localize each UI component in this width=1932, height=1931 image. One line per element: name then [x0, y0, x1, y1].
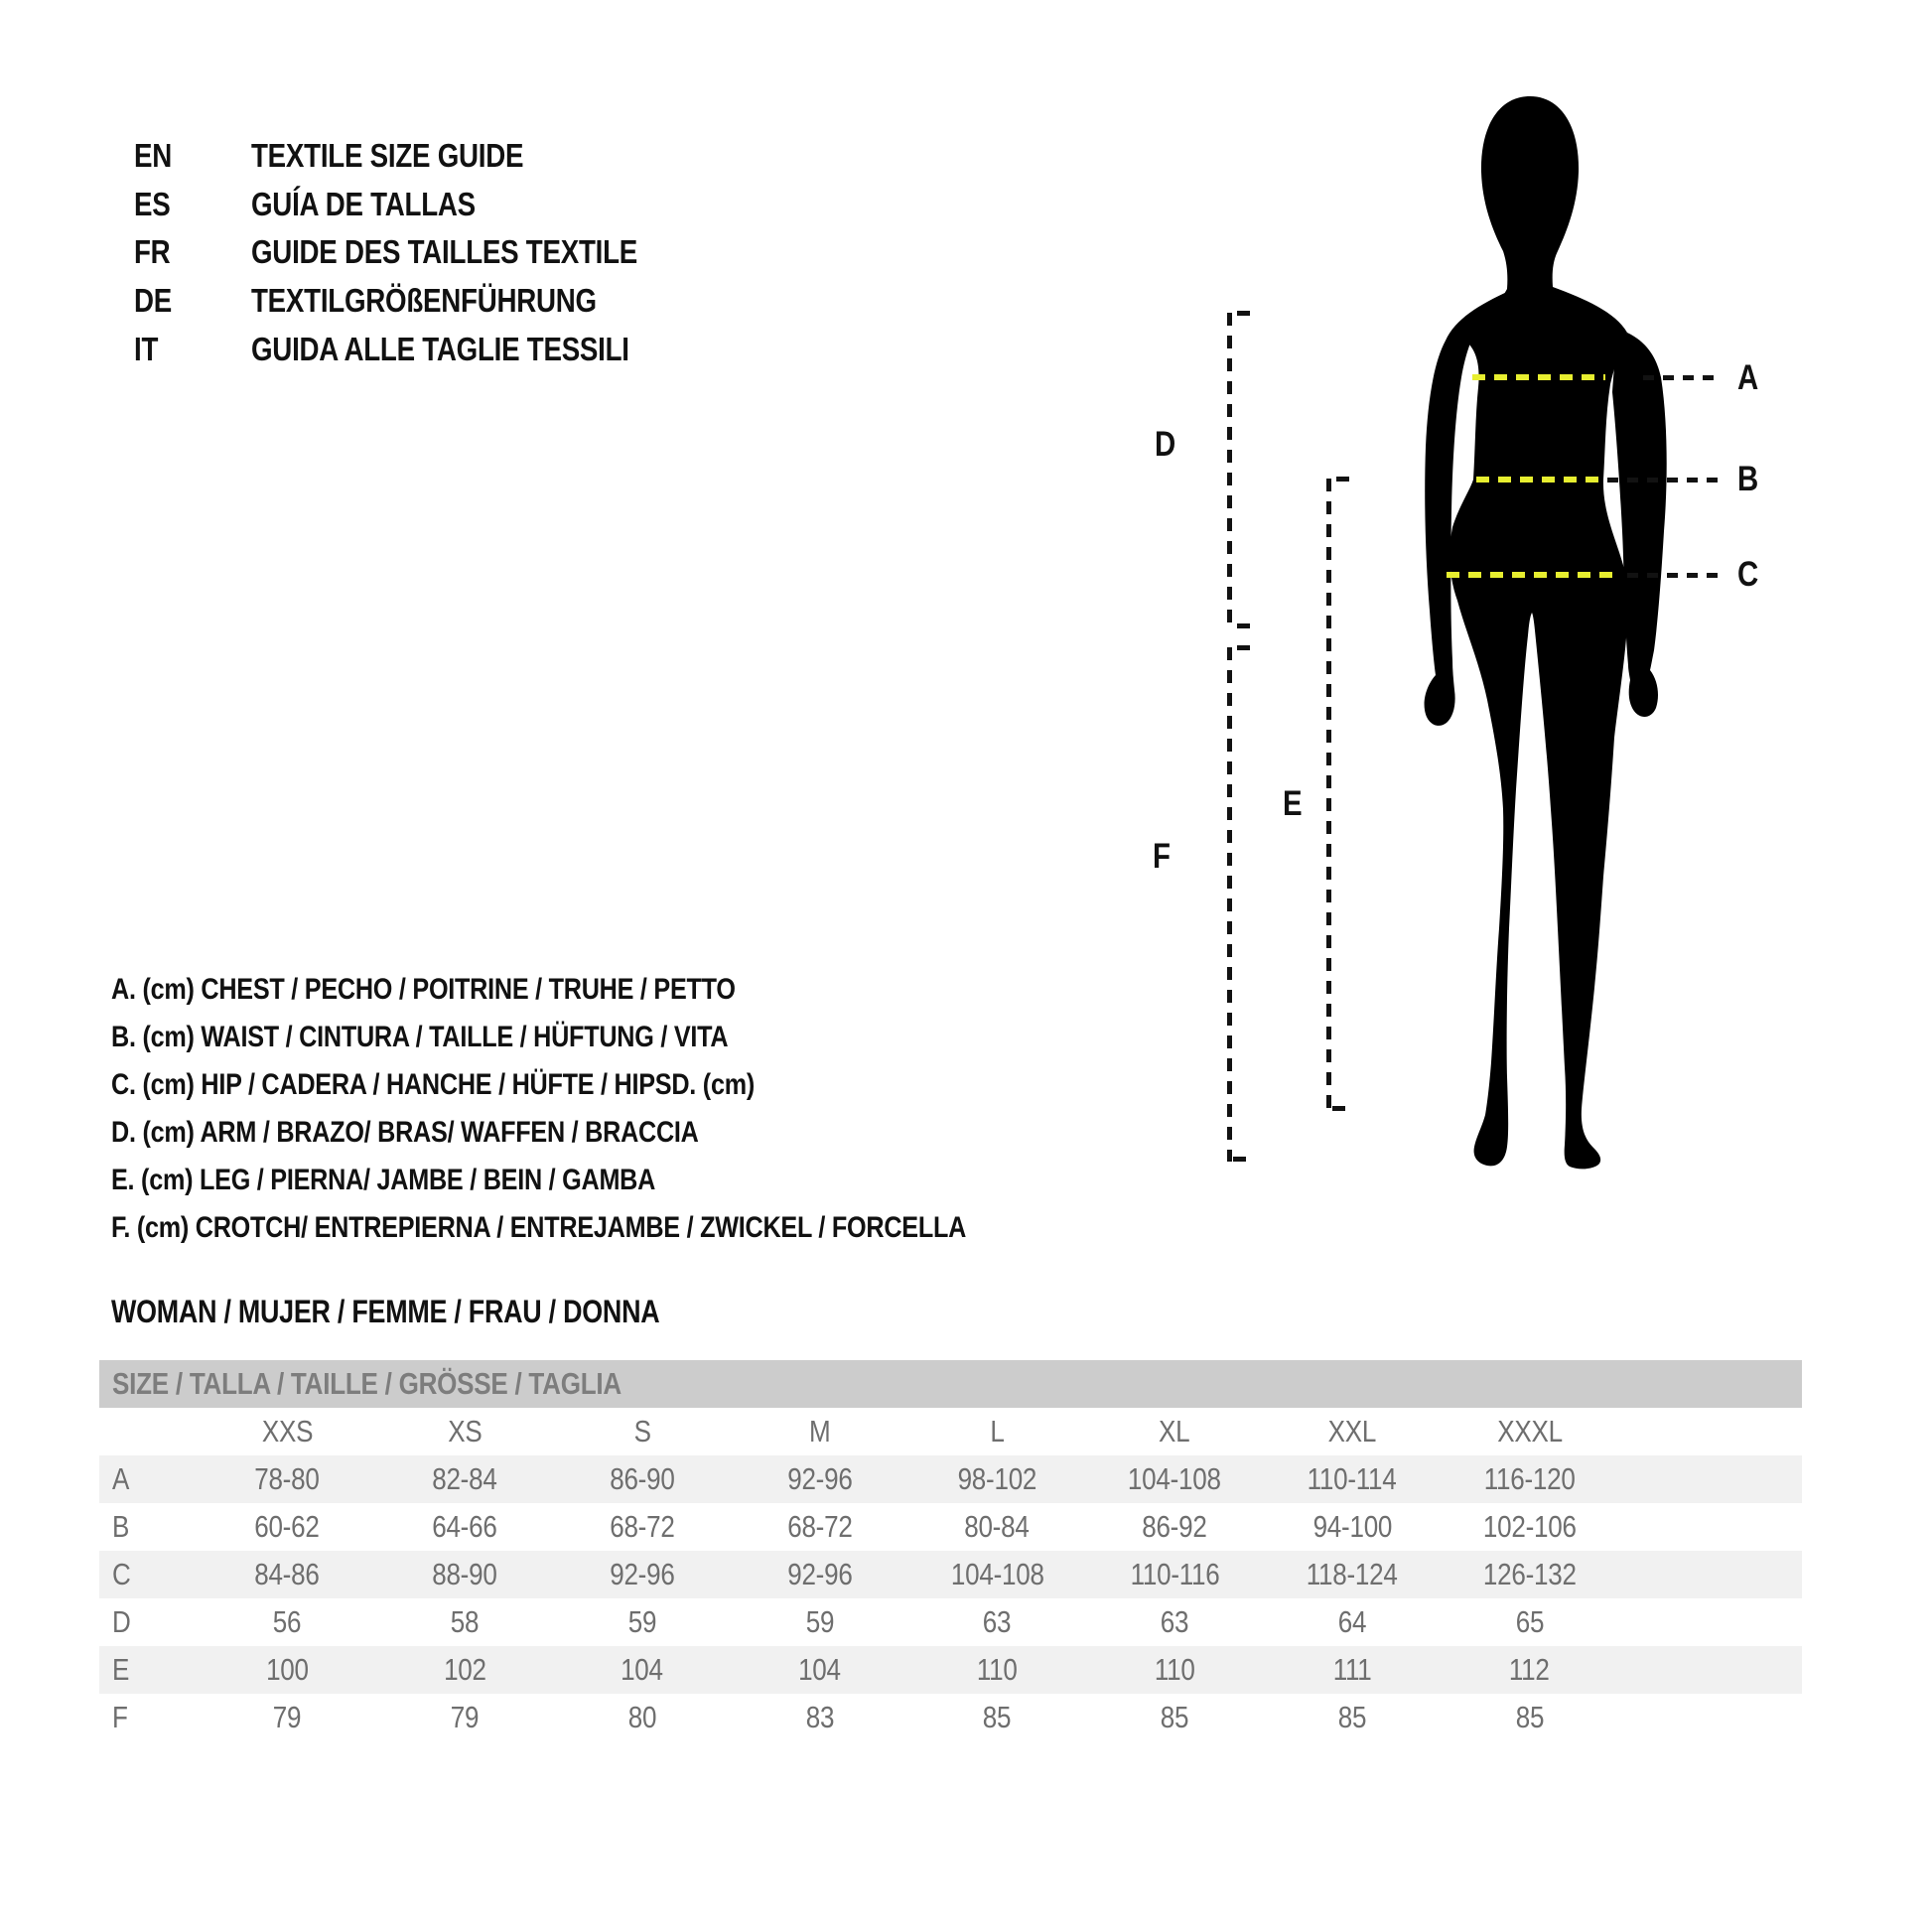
language-title-block — [134, 132, 711, 373]
cell-value: 78-80 — [254, 1461, 321, 1496]
leg-dimension-top-tick — [1336, 477, 1349, 482]
hip-connector-line — [1627, 573, 1719, 578]
legend-item-leg: E. (cm) LEG / PIERNA/ JAMBE / BEIN / GAMBA — [111, 1164, 656, 1196]
cell-value: 102 — [443, 1652, 486, 1687]
title-en: TEXTILE SIZE GUIDE — [251, 137, 524, 175]
woman-silhouette-image — [1418, 94, 1676, 1176]
cell-value: 79 — [450, 1700, 480, 1734]
legend-item-chest: A. (cm) CHEST / PECHO / POITRINE / TRUHE / PETTO — [111, 973, 736, 1006]
cell-value: 85 — [983, 1700, 1012, 1734]
cell-value: 104 — [621, 1652, 664, 1687]
crotch-dimension-bottom-tick — [1233, 1157, 1246, 1162]
size-name: XXXL — [1496, 1414, 1563, 1448]
cell-value: 85 — [1515, 1700, 1544, 1734]
title-de: TEXTILGRÖßENFÜHRUNG — [251, 282, 597, 320]
language-row-en — [134, 132, 711, 181]
size-table-header-label: SIZE / TALLA / TAILLE / GRÖSSE / TAGLIA — [112, 1366, 621, 1401]
cell-value: 63 — [983, 1604, 1012, 1639]
cell-value: 116-120 — [1483, 1461, 1576, 1496]
table-row-waist — [99, 1503, 1802, 1551]
title-fr: GUIDE DES TAILLES TEXTILE — [251, 233, 637, 271]
arm-dimension-line — [1227, 313, 1232, 628]
legend-item-arm: D. (cm) ARM / BRAZO/ BRAS/ WAFFEN / BRACCIA — [111, 1116, 699, 1149]
cell-value: 56 — [273, 1604, 302, 1639]
cell-value: 118-124 — [1306, 1557, 1398, 1591]
cell-value: 68-72 — [786, 1509, 853, 1544]
figure-label-chest: A — [1737, 358, 1758, 397]
cell-value: 85 — [1337, 1700, 1367, 1734]
cell-value: 80 — [627, 1700, 657, 1734]
legend-item-waist: B. (cm) WAIST / CINTURA / TAILLE / HÜFTUNG / VITA — [111, 1021, 729, 1053]
table-row-arm — [99, 1598, 1802, 1646]
language-code-de: DE — [134, 282, 173, 320]
cell-value: 85 — [1160, 1700, 1189, 1734]
size-name: S — [633, 1414, 651, 1448]
language-row-fr — [134, 228, 711, 277]
cell-value: 98-102 — [957, 1461, 1037, 1496]
arm-dimension-bottom-tick — [1237, 623, 1250, 628]
chest-measure-line — [1472, 374, 1605, 380]
legend-item-crotch: F. (cm) CROTCH/ ENTREPIERNA / ENTREJAMBE / ZWICKEL / FORCELLA — [111, 1211, 967, 1244]
size-name: XXS — [261, 1414, 314, 1448]
cell-value: 60-62 — [254, 1509, 321, 1544]
row-label: A — [112, 1461, 130, 1496]
cell-value: 59 — [627, 1604, 657, 1639]
cell-value: 58 — [450, 1604, 480, 1639]
size-name: M — [808, 1414, 831, 1448]
cell-value: 112 — [1509, 1652, 1551, 1687]
language-code-it: IT — [134, 330, 159, 367]
row-label: E — [112, 1652, 130, 1687]
cell-value: 110-116 — [1130, 1557, 1220, 1591]
title-it: GUIDA ALLE TAGLIE TESSILI — [251, 330, 629, 367]
size-name: XS — [447, 1414, 483, 1448]
measurement-legend — [111, 966, 1129, 1252]
row-label: F — [112, 1700, 128, 1734]
language-row-it — [134, 325, 711, 373]
cell-value: 64 — [1337, 1604, 1367, 1639]
size-table-header-bar — [99, 1360, 1802, 1408]
leg-dimension-line — [1326, 479, 1331, 1111]
cell-value: 102-106 — [1482, 1509, 1577, 1544]
size-table — [99, 1360, 1802, 1741]
leg-dimension-bottom-tick — [1332, 1106, 1345, 1111]
chest-connector-line — [1643, 375, 1719, 380]
language-code-fr: FR — [134, 233, 171, 271]
cell-value: 84-86 — [254, 1557, 321, 1591]
language-code-es: ES — [134, 185, 171, 222]
row-label: B — [112, 1509, 130, 1544]
cell-value: 83 — [805, 1700, 834, 1734]
cell-value: 110 — [976, 1652, 1018, 1687]
audience-title: WOMAN / MUJER / FEMME / FRAU / DONNA — [111, 1293, 660, 1329]
cell-value: 104 — [798, 1652, 841, 1687]
cell-value: 92-96 — [786, 1557, 853, 1591]
waist-measure-line — [1476, 477, 1601, 483]
arm-dimension-top-tick — [1237, 311, 1250, 316]
cell-value: 63 — [1160, 1604, 1189, 1639]
cell-value: 126-132 — [1482, 1557, 1577, 1591]
language-code-en: EN — [134, 137, 173, 175]
language-row-de — [134, 277, 711, 326]
title-es: GUÍA DE TALLAS — [251, 185, 476, 222]
cell-value: 68-72 — [610, 1509, 675, 1544]
crotch-dimension-top-tick — [1237, 645, 1250, 650]
cell-value: 86-90 — [610, 1461, 675, 1496]
figure-label-arm: D — [1155, 425, 1175, 464]
legend-item-hip: C. (cm) HIP / CADERA / HANCHE / HÜFTE / HIPSD. (cm) — [111, 1068, 756, 1101]
cell-value: 92-96 — [786, 1461, 853, 1496]
cell-value: 94-100 — [1312, 1509, 1392, 1544]
cell-value: 110-114 — [1307, 1461, 1397, 1496]
language-row-es — [134, 181, 711, 229]
cell-value: 59 — [805, 1604, 834, 1639]
figure-label-waist: B — [1737, 460, 1758, 498]
table-row-leg — [99, 1646, 1802, 1694]
cell-value: 104-108 — [950, 1557, 1044, 1591]
cell-value: 82-84 — [432, 1461, 497, 1496]
size-names-row — [99, 1408, 1802, 1455]
figure-label-leg: E — [1283, 784, 1303, 823]
cell-value: 110 — [1154, 1652, 1195, 1687]
cell-value: 92-96 — [610, 1557, 675, 1591]
table-row-crotch — [99, 1694, 1802, 1741]
cell-value: 104-108 — [1128, 1461, 1222, 1496]
crotch-dimension-line — [1227, 647, 1232, 1162]
cell-value: 79 — [273, 1700, 302, 1734]
table-row-hip — [99, 1551, 1802, 1598]
cell-value: 88-90 — [432, 1557, 497, 1591]
hip-measure-line — [1447, 572, 1621, 578]
size-name: XXL — [1327, 1414, 1377, 1448]
cell-value: 80-84 — [964, 1509, 1031, 1544]
row-label: C — [112, 1557, 131, 1591]
cell-value: 100 — [266, 1652, 309, 1687]
size-name: XL — [1159, 1414, 1190, 1448]
cell-value: 64-66 — [432, 1509, 497, 1544]
figure-label-hip: C — [1737, 555, 1758, 594]
table-row-chest — [99, 1455, 1802, 1503]
size-name: L — [990, 1414, 1005, 1448]
cell-value: 65 — [1515, 1604, 1544, 1639]
cell-value: 111 — [1332, 1652, 1372, 1687]
waist-connector-line — [1607, 478, 1719, 483]
figure-label-crotch: F — [1153, 837, 1171, 876]
cell-value: 86-92 — [1142, 1509, 1207, 1544]
row-label: D — [112, 1604, 131, 1639]
